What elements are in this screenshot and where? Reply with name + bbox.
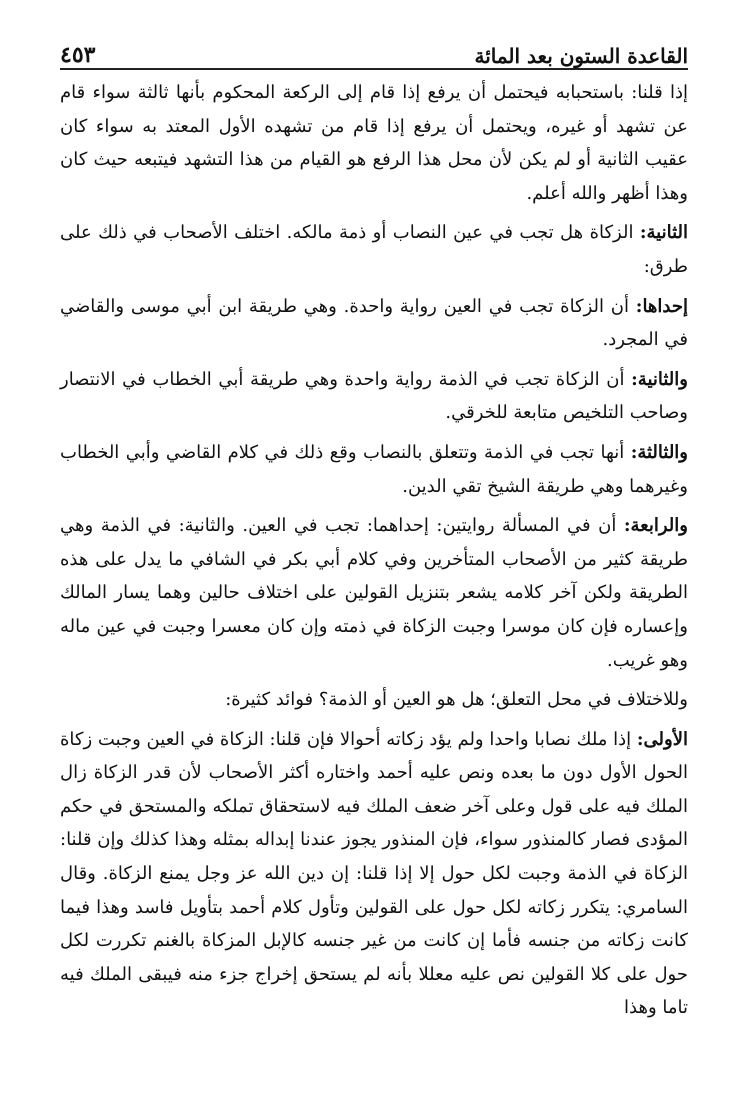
page-number: ٤٥٣ (60, 42, 96, 68)
paragraph-text: أن الزكاة تجب في الذمة رواية واحدة وهي طريقة أبي الخطاب في الانتصار وصاحب التلخيص متابعة للخرقي. (60, 368, 688, 424)
paragraph-text: أنها تجب في الذمة وتتعلق بالنصاب وقع ذلك في كلام القاضي وأبي الخطاب وغيرهما وهي طريقة الشيخ تقي الدين. (60, 441, 688, 497)
paragraph-lead: الثانية: (639, 222, 688, 244)
paragraph-text: إذا ملك نصابا واحدا ولم يؤد زكاته أحوالا فإن قلنا: الزكاة في العين وجبت زكاة الحول الأول دون ما بعده ونص عليه أحمد واختاره أكثر الأصحاب لأن قدر الزكاة زال الملك فيه على قول وعلى آخر ضعف الملك فيه لاستحقاق تملكه والمستحق في حكم المؤدى فصار كالمنذور سواء، فإن المنذور يجوز عندنا إبداله بمثله وهذا كذلك وإن قلنا: الزكاة في الذمة وجبت لكل حول إلا إذا قلنا: إن دين الله عز وجل يمنع الزكاة. وقال السامري: يتكرر زكاته لكل حول على القولين وتأول كلام أحمد بتأويل فاسد وهذا فيما كانت زكاته من جنسه فأما إن كانت من غير جنسه كالإبل المزكاة بالغنم تكررت لكل حول على كلا القولين نص عليه معللا بأنه لم يستحق إخراج جزء منه فيبقى الملك فيه تاما وهذا (60, 728, 688, 1019)
paragraph (60, 723, 688, 1025)
running-title: القاعدة الستون بعد المائة (474, 44, 688, 68)
paragraph (60, 436, 688, 503)
paragraph-lead: والثانية: (631, 368, 688, 390)
paragraph-lead: إحداها: (635, 295, 688, 317)
paragraph (60, 363, 688, 430)
paragraph (60, 290, 688, 357)
paragraph-text: الزكاة هل تجب في عين النصاب أو ذمة مالكه. اختلف الأصحاب في ذلك على طرق: (60, 222, 688, 277)
paragraph-text: وللاختلاف في محل التعلق؛ هل هو العين أو الذمة؟ فوائد كثيرة: (225, 689, 688, 711)
paragraph-text: أن في المسألة روايتين: إحداهما: تجب في العين. والثانية: في الذمة وهي طريقة كثير من الأصحاب المتأخرين وفي كلام أبي بكر في الشافي ما يدل على هذه الطريقة ولكن آخر كلامه يشعر بتنزيل القولين على اختلاف حالين وهما يسار المالك وإعساره فإن كان موسرا وجبت الزكاة في ذمته وإن كان معسرا وجبت في عين ماله وهو غريب. (60, 515, 688, 671)
paragraph (60, 76, 688, 210)
paragraph-text: أن الزكاة تجب في العين رواية واحدة. وهي طريقة ابن أبي موسى والقاضي في المجرد. (60, 295, 688, 351)
paragraph-lead: والثالثة: (630, 441, 688, 463)
page-body (60, 76, 688, 1025)
paragraph (60, 509, 688, 677)
page-header (60, 36, 688, 70)
paragraph (60, 683, 688, 717)
paragraph (60, 216, 688, 283)
paragraph-text: إذا قلنا: باستحبابه فيحتمل أن يرفع إذا قام إلى الركعة المحكوم بأنها ثالثة سواء قام عن تشهد أو غيره، ويحتمل أن يرفع إذا قام من تشهده الأول المعتد به سواء كان عقيب الثانية أو لم يكن لأن محل هذا الرفع هو القيام من هذا التشهد فيتبعه حيث كان وهذا أظهر والله أعلم. (60, 82, 688, 204)
paragraph-lead: الأولى: (636, 728, 688, 750)
paragraph-lead: والرابعة: (623, 515, 688, 537)
